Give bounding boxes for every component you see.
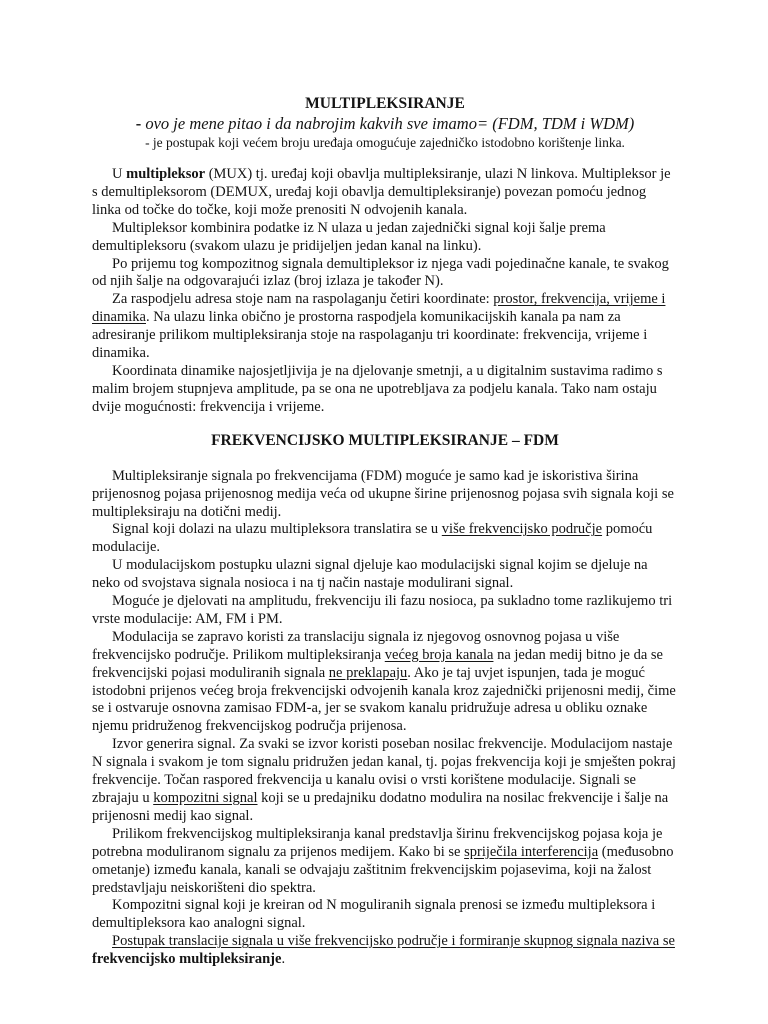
mux-paragraph-1 [92, 166, 678, 220]
fdm-paragraph-2 [92, 521, 678, 557]
subtitle-text: ovo je mene pitao i da nabrojim kakvih sve imamo= (FDM, TDM i WDM) [145, 114, 635, 133]
fdm-p2-underlined: više frekvencijsko područje [441, 521, 603, 538]
document-title: MULTIPLEKSIRANJE [305, 95, 465, 112]
fdm-p7-a: Prilikom frekvencijskog multipleksiranja kanal predstavlja širinu frekvencijskog pojasa koja je potrebna moduliranom signalu za prijenos medijem. Kako bi se [92, 825, 663, 860]
section-title-fdm: FREKVENCIJSKO MULTIPLEKSIRANJE – FDM [211, 431, 559, 449]
fdm-term-bold: frekvencijsko multipleksiranje [92, 951, 282, 968]
mux-paragraph-2: Multipleksor kombinira podatke iz N ulaza u jedan zajednički signal koji šalje prema demultipleksoru (svakom ulazu je pridijeljen jedan kanal na linku). [92, 219, 606, 254]
fdm-paragraph-6 [92, 736, 678, 826]
fdm-p5-b: na jedan medij bitno je da se frekvencijski pojasi moduliranih signala [92, 646, 663, 681]
fdm-p6-b: koji se u predajniku dodatno modulira na nosilac frekvencije i šalje na prijenosni medij kao signal. [92, 790, 669, 824]
document-subtitle [92, 114, 678, 134]
fdm-paragraph-3: U modulacijskom postupku ulazni signal djeluje kao modulacijski signal kojim se djeluje na neko od svojstava signala nosioca i na tj način nastaje modulirani signal. [92, 557, 648, 592]
fdm-p5-a: Modulacija se zapravo koristi za translaciju signala iz njegovog osnovnog pojasa u više frekvencijsko područje. Prilikom multipleksiranja [92, 628, 620, 663]
document-content [92, 94, 678, 969]
subtitle-dash: - [135, 114, 142, 133]
mux-p4-rest: . Na ulazu linka obično je prostorna raspodjela komunikacijskih kanala pa nam za adresiranje prilikom multipleksiranja stoje na raspolaganju tri koordinate: frekvencija, vrijeme i dinamika. [92, 309, 648, 362]
fdm-p7-underlined: spriječila interferencija [464, 843, 599, 860]
fdm-paragraph-9 [92, 933, 678, 969]
mux-term-bold: multipleksor [126, 166, 206, 182]
mux-paragraph-3: Po prijemu tog kompozitnog signala demultipleksor iz njega vadi pojedinačne kanale, te svakog od njih šalje na odgovarajući izlaz (broj izlaza je također N). [92, 255, 669, 290]
fdm-paragraph-7 [92, 826, 678, 898]
fdm-paragraph-8: Kompozitni signal koji je kreiran od N moguliranih signala prenosi se između multipleksora i demultipleksora kao analogni signal. [92, 897, 656, 932]
mux-p1-rest: (MUX) tj. uređaj koji obavlja multipleksiranje, ulazi N linkova. Multipleksor je s demultipleksorom (DEMUX, uređaj koji obavlja demultipleksiranje) povezan pomoću jednog linka od točke do točke, koji može prenositi N odvojenih kanala. [92, 166, 671, 218]
mux-paragraph-5: Koordinata dinamike najosjetljivija je na djelovanje smetnji, a u digitalnim sustavima radimo s malim brojem stupnjeva amplitude, pa se ona ne upotrebljava za podjelu kanala. Tako nam ostaju dvije mogućnosti: frekvencija i vrijeme. [92, 362, 663, 415]
fdm-p6-a: Izvor generira signal. Za svaki se izvor koristi poseban nosilac frekvencije. Modulacijom nastaje N signala i svakom je tom signalu pridružen jedan kanal, tj. pojas frekvencija koji je smješten pokraj frekvencije. Točan raspored frekvencija u kanalu ovisi o vrsti korištene modulacije. Signali se zbrajaju u [92, 736, 676, 806]
fdm-p7-b: (međusobno ometanje) između kanala, kanali se odvajaju zaštitnim frekvencijskim pojasevima, koji na žalost predstavljaju neiskorišteni dio spektra. [92, 843, 674, 896]
fdm-paragraph-5 [92, 629, 678, 736]
mux-p4-start: Za raspodjelu adresa stoje nam na raspolaganju četiri koordinate: [112, 291, 494, 308]
mux-p1-start: U [112, 166, 127, 182]
fdm-p9-end: . [281, 951, 286, 968]
fdm-p5-underlined-2: ne preklapaju [328, 664, 408, 681]
fdm-p5-c: . Ako je taj uvjet ispunjen, tada je moguć istodobni prijenos većeg broja frekvencijski odvojenih kanala kroz zajednički prijenosni medij, čime se i ostvaruje osnovna zamisao FDM-a, jer se svakom kanalu pridružuje adresa u obliku oznake njemu pridruženog frekvencijskog područja prijenosa. [92, 664, 676, 735]
fdm-paragraph-4: Moguće je djelovati na amplitudu, frekvenciju ili fazu nosioca, pa sukladno tome razlikujemo tri vrste modulacije: AM, FM i PM. [92, 593, 673, 627]
coordinates-underlined: prostor, frekvencija, vrijeme i dinamika [92, 291, 666, 326]
mux-paragraph-4 [92, 291, 678, 363]
fdm-p6-underlined: kompozitni signal [153, 790, 258, 806]
intro-definition: - je postupak koji većem broju uređaja omogućuje zajedničko istodobno korištenje linka. [145, 135, 625, 150]
fdm-p2-start: Signal koji dolazi na ulazu multipleksora translatira se u [112, 521, 442, 538]
fdm-paragraph-1: Multipleksiranje signala po frekvencijama (FDM) moguće je samo kad je iskoristiva širina prijenosnog pojasa prijenosnog medija veća od ukupne širine prijenosnog pojasa svih signala koji se multipleksiraju na dotični medij. [92, 467, 674, 520]
fdm-p9-underlined: Postupak translacije signala u više frekvencijsko područje i formiranje skupnog signala naziva se [112, 933, 675, 950]
fdm-p5-underlined-1: većeg broja kanala [384, 646, 494, 663]
fdm-p2-rest: pomoću modulacije. [92, 521, 653, 556]
